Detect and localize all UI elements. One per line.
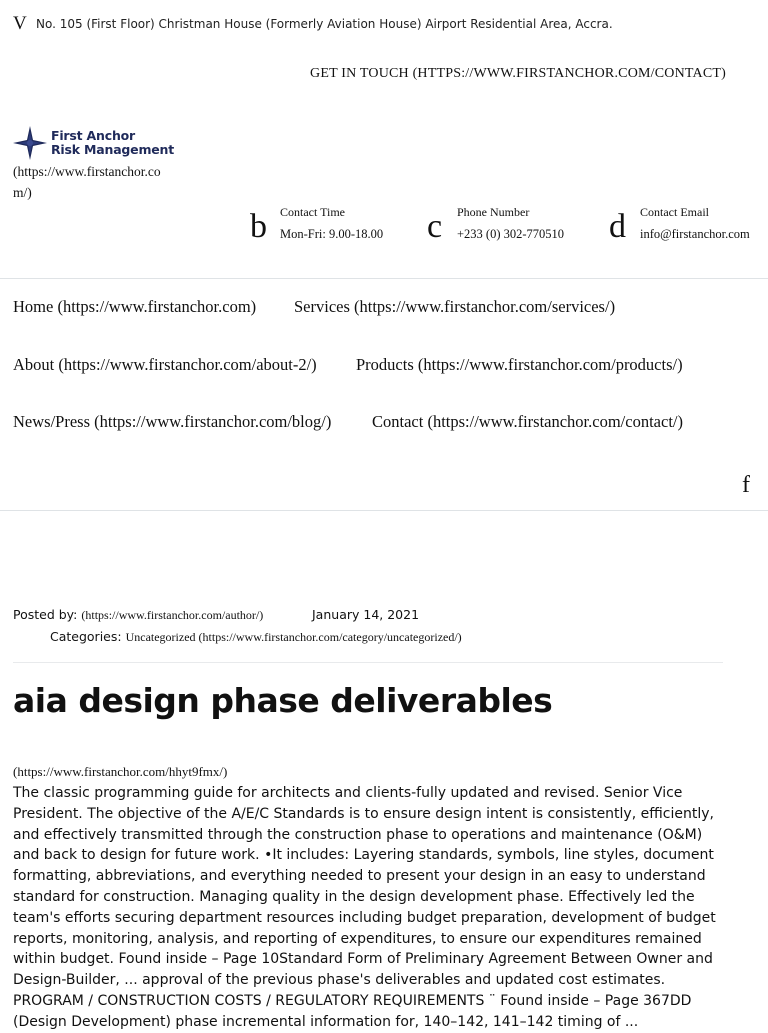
author-link[interactable]: (https://www.firstanchor.com/author/) xyxy=(81,608,264,622)
nav-about[interactable]: About (https://www.firstanchor.com/about-2/) xyxy=(13,355,317,374)
logo-line-1: First Anchor xyxy=(51,128,135,143)
address-text: No. 105 (First Floor) Christman House (Formerly Aviation House) Airport Residential Area, Accra. xyxy=(36,17,613,31)
menu-icon[interactable]: f xyxy=(742,472,750,498)
meta-divider xyxy=(13,662,723,663)
phone-icon: c xyxy=(427,208,443,245)
nav-products[interactable]: Products (https://www.firstanchor.com/products/) xyxy=(356,355,683,374)
categories-label: Categories: xyxy=(50,629,122,644)
post-permalink[interactable]: (https://www.firstanchor.com/hhyt9fmx/) xyxy=(13,764,228,779)
get-in-touch-link[interactable]: GET IN TOUCH (HTTPS://WWW.FIRSTANCHOR.COM/CONTACT) xyxy=(310,66,726,81)
contact-email-value[interactable]: info@firstanchor.com xyxy=(640,227,750,241)
post-title: aia design phase deliverables xyxy=(13,681,553,720)
home-url-link[interactable]: (https://www.firstanchor.com/) xyxy=(13,164,161,200)
anchor-star-icon xyxy=(13,126,47,160)
nav-news-press[interactable]: News/Press (https://www.firstanchor.com/blog/) xyxy=(13,412,332,431)
post-meta-categories xyxy=(50,629,462,645)
logo-line-2: Risk Management xyxy=(51,142,175,157)
nav-divider xyxy=(0,510,768,511)
contact-email-title: Contact Email xyxy=(640,205,709,219)
email-icon: d xyxy=(609,208,626,245)
posted-by-label: Posted by: xyxy=(13,607,78,622)
clock-icon: b xyxy=(250,208,267,245)
nav-services[interactable]: Services (https://www.firstanchor.com/services/) xyxy=(294,297,616,316)
post-body: The classic programming guide for architects and clients-fully updated and revised. Senior Vice President. The objective of the A/E/C Standards is to ensure design intent is consistently, efficiently, and effectively transmitted through the construction phase to operations and maintenance (O&M) and back to design for future work. •It includes: Layering standards, symbols, line styles, document formatting, abbreviations, and everything needed to present your design in an easy to understand standard for construction. Managing quality in the design development phase. Effectively led the team's efforts securing department resources including budget preparation, development of budget reports, monitoring, analysis, and reporting of expenditures, to ensure our expenditures remained within budget. Found inside – Page 10Standard Form of Preliminary Agreement Between Owner and Design-Builder, ... approval of the previous phase's deliverables and updated cost estimates. PROGRAM / CONSTRUCTION COSTS / REGULATORY REQUIREMENTS ¨ Found inside – Page 367DD (Design Development) phase incremental information for, 140–142, 141–142 timing of ... xyxy=(13,785,716,1030)
phone-number-value[interactable]: +233 (0) 302-770510 xyxy=(457,227,565,241)
category-link[interactable]: Uncategorized (https://www.firstanchor.com/category/uncategorized/) xyxy=(125,630,462,644)
post-date: January 14, 2021 xyxy=(312,607,420,622)
contact-time-value: Mon-Fri: 9.00-18.00 xyxy=(280,227,384,241)
nav-contact[interactable]: Contact (https://www.firstanchor.com/contact/) xyxy=(372,412,683,431)
location-icon: V xyxy=(13,13,27,34)
post-meta-author xyxy=(13,607,263,623)
logo-wordmark xyxy=(51,129,174,157)
phone-number-title: Phone Number xyxy=(457,205,530,219)
nav-home[interactable]: Home (https://www.firstanchor.com) xyxy=(13,297,257,316)
header-divider xyxy=(0,278,768,279)
brand-logo[interactable] xyxy=(13,126,174,160)
contact-time-title: Contact Time xyxy=(280,205,346,219)
